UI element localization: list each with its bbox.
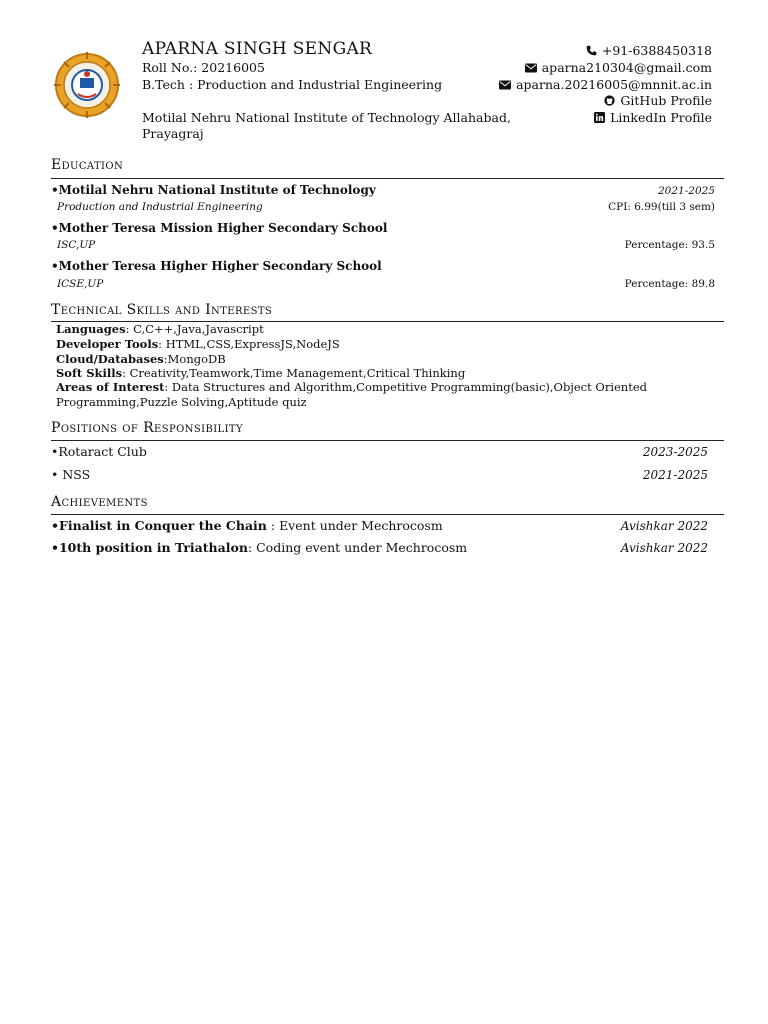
- education-institution: •Motilal Nehru National Institute of Technology: [51, 183, 376, 197]
- skill-row-developer-tools: [56, 337, 340, 351]
- section-divider: [51, 440, 724, 441]
- skill-value: Data Structures and Algorithm,Competitive Programming(basic),Object Oriented: [171, 380, 648, 394]
- achievement-event: Avishkar 2022: [620, 519, 708, 533]
- skill-label: Soft Skills: [56, 366, 123, 380]
- achievement-separator: :: [266, 518, 280, 533]
- section-title-education: Education: [51, 157, 124, 173]
- github-icon: [604, 93, 620, 108]
- skill-row-cloud-databases: [56, 352, 226, 366]
- skill-value: MongoDB: [167, 352, 226, 366]
- achievement-separator: :: [247, 540, 257, 555]
- education-score: CPI: 6.99(till 3 sem): [608, 201, 715, 213]
- position-date: 2021-2025: [642, 468, 708, 482]
- skill-value: HTML,CSS,ExpressJS,NodeJS: [165, 337, 340, 351]
- achievement-title: •10th position in Triathalon: [51, 540, 248, 555]
- institute-logo-icon: [52, 50, 122, 120]
- skill-separator: :: [158, 337, 166, 351]
- skill-separator: :: [125, 322, 134, 336]
- education-detail: ISC,UP: [57, 239, 96, 251]
- section-title-achievements: Achievements: [51, 494, 148, 510]
- education-detail: Production and Industrial Engineering: [57, 201, 263, 213]
- linkedin-link[interactable]: [594, 110, 712, 125]
- skill-row-soft-skills: [56, 366, 465, 380]
- skill-label: Areas of Interest: [56, 380, 165, 394]
- skill-separator: :: [164, 380, 172, 394]
- education-institution: •Mother Teresa Mission Higher Secondary School: [51, 221, 388, 235]
- section-divider: [51, 514, 724, 515]
- education-score: Percentage: 89.8: [624, 278, 715, 290]
- education-detail: ICSE,UP: [57, 278, 104, 290]
- education-institution: •Mother Teresa Higher Higher Secondary School: [51, 259, 382, 273]
- education-date: 2021-2025: [658, 185, 715, 197]
- education-score: Percentage: 93.5: [624, 239, 715, 251]
- achievement-item: [51, 540, 467, 555]
- institute-line-2: Prayagraj: [142, 126, 204, 141]
- envelope-icon: [499, 77, 516, 92]
- institute-line-1: Motilal Nehru National Institute of Technology Allahabad,: [142, 110, 511, 125]
- envelope-icon: [525, 60, 542, 75]
- linkedin-text: LinkedIn Profile: [610, 110, 712, 125]
- position-item: •Rotaract Club: [51, 444, 147, 459]
- skill-label: Cloud/Databases: [56, 352, 164, 366]
- github-link[interactable]: [604, 93, 712, 108]
- achievement-item: [51, 518, 443, 533]
- phone-contact[interactable]: [586, 43, 712, 58]
- skill-label: Developer Tools: [56, 337, 159, 351]
- position-item: • NSS: [51, 467, 91, 482]
- email-contact-1[interactable]: [525, 60, 712, 75]
- phone-text: +91-6388450318: [601, 43, 712, 58]
- achievement-event: Avishkar 2022: [620, 541, 708, 555]
- skill-row-areas-of-interest: [56, 380, 647, 394]
- position-date: 2023-2025: [642, 445, 708, 459]
- skill-row-continuation: Programming,Puzzle Solving,Aptitude quiz: [56, 395, 307, 409]
- skill-value: Creativity,Teamwork,Time Management,Critical Thinking: [129, 366, 466, 380]
- achievement-title: •Finalist in Conquer the Chain: [51, 518, 267, 533]
- achievement-desc: Coding event under Mechrocosm: [256, 540, 468, 555]
- skill-separator: :: [163, 352, 168, 366]
- phone-icon: [586, 43, 602, 58]
- skill-separator: :: [122, 366, 130, 380]
- github-text: GitHub Profile: [620, 93, 712, 108]
- roll-number: Roll No.: 20216005: [142, 60, 265, 75]
- skill-row-languages: [56, 322, 264, 336]
- skill-label: Languages: [56, 322, 126, 336]
- section-title-skills: Technical Skills and Interests: [51, 302, 273, 318]
- section-title-positions: Positions of Responsibility: [51, 420, 244, 436]
- skill-value: C,C++,Java,Javascript: [133, 322, 264, 336]
- section-divider: [51, 178, 724, 179]
- degree: B.Tech : Production and Industrial Engineering: [142, 77, 443, 92]
- linkedin-icon: [594, 110, 610, 125]
- email-text-1: aparna210304@gmail.com: [541, 60, 712, 75]
- candidate-name: APARNA SINGH SENGAR: [142, 39, 373, 59]
- email-contact-2[interactable]: [499, 77, 712, 92]
- achievement-desc: Event under Mechrocosm: [279, 518, 443, 533]
- email-text-2: aparna.20216005@mnnit.ac.in: [516, 77, 712, 92]
